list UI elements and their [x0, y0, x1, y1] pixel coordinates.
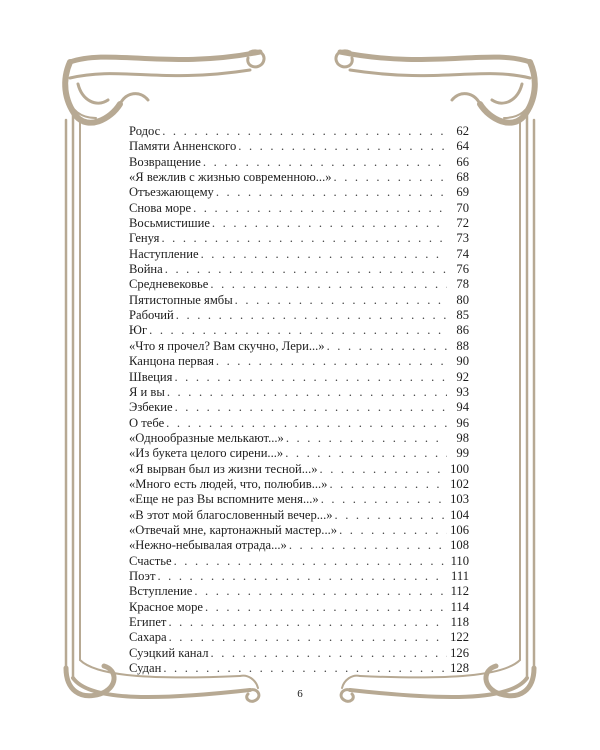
- toc-entry-title: «Нежно-небывалая отрада...»: [129, 538, 287, 553]
- dot-leader: [335, 508, 447, 523]
- dot-leader: [175, 400, 447, 415]
- toc-entry-page: 69: [456, 185, 469, 200]
- toc-entry-title: Возвращение: [129, 154, 201, 169]
- dot-leader: [320, 462, 447, 477]
- toc-entry-page: 85: [456, 308, 469, 323]
- toc-entry-page: 73: [456, 231, 469, 246]
- toc-entry-page: 78: [456, 277, 469, 292]
- toc-entry-page: 122: [450, 630, 469, 645]
- toc-entry: [129, 262, 469, 277]
- dot-leader: [329, 477, 447, 492]
- dot-leader: [162, 124, 447, 139]
- toc-entry-page: 64: [456, 139, 469, 154]
- toc-entry-title: Вступление: [129, 584, 193, 599]
- dot-leader: [163, 661, 447, 676]
- toc-entry-page: 100: [450, 461, 469, 476]
- dot-leader: [168, 615, 447, 630]
- toc-entry-page: 103: [450, 492, 469, 507]
- dot-leader: [339, 523, 447, 538]
- toc-entry: [129, 155, 469, 170]
- toc-entry: [129, 370, 469, 385]
- toc-entry-title: Отъезжающему: [129, 185, 214, 200]
- dot-leader: [286, 431, 447, 446]
- toc-entry: [129, 277, 469, 292]
- toc-entry: [129, 508, 469, 523]
- toc-entry: [129, 400, 469, 415]
- toc-entry: [129, 354, 469, 369]
- dot-leader: [327, 339, 447, 354]
- toc-entry-title: «Из букета целого сирени...»: [129, 446, 284, 461]
- dot-leader: [201, 247, 447, 262]
- toc-entry: [129, 492, 469, 507]
- toc-entry-title: Средневековье: [129, 277, 209, 292]
- toc-entry: [129, 646, 469, 661]
- toc-entry: [129, 385, 469, 400]
- toc-entry-page: 76: [456, 262, 469, 277]
- toc-entry: [129, 661, 469, 676]
- toc-entry: [129, 323, 469, 338]
- toc-entry-title: Генуя: [129, 231, 160, 246]
- toc-entry-page: 94: [456, 400, 469, 415]
- toc-entry-title: Суэцкий канал: [129, 645, 209, 660]
- toc-entry-page: 126: [450, 645, 469, 660]
- toc-entry: [129, 615, 469, 630]
- dot-leader: [321, 492, 447, 507]
- toc-entry-title: Памяти Анненского: [129, 139, 237, 154]
- toc-entry-title: О тебе: [129, 415, 165, 430]
- toc-entry-title: Швеция: [129, 369, 173, 384]
- toc-entry-page: 106: [450, 522, 469, 537]
- toc-entry-page: 110: [450, 553, 469, 568]
- toc-entry-page: 93: [456, 384, 469, 399]
- toc-entry-page: 104: [450, 507, 469, 522]
- toc-entry-page: 114: [450, 599, 469, 614]
- toc-entry: [129, 185, 469, 200]
- dot-leader: [212, 216, 447, 231]
- toc-entry-page: 74: [456, 246, 469, 261]
- toc-entry-title: «Отвечай мне, картонажный мастер...»: [129, 522, 338, 537]
- toc-entry: [129, 416, 469, 431]
- toc-entry: [129, 569, 469, 584]
- dot-leader: [166, 416, 447, 431]
- dot-leader: [174, 370, 447, 385]
- top-left-corner-ornament: [65, 51, 264, 123]
- toc-entry-page: 128: [450, 661, 469, 676]
- toc-entry-page: 111: [451, 568, 469, 583]
- toc-entry-title: «Я вырван был из жизни тесной...»: [129, 461, 318, 476]
- toc-entry-title: Родос: [129, 124, 161, 138]
- toc-entry: [129, 308, 469, 323]
- dot-leader: [211, 646, 447, 661]
- toc-entry: [129, 538, 469, 553]
- dot-leader: [176, 308, 447, 323]
- toc-entry-page: 98: [456, 430, 469, 445]
- toc-entry-page: 102: [450, 476, 469, 491]
- dot-leader: [174, 554, 447, 569]
- toc-entry-title: «Я вежлив с жизнью современною...»: [129, 170, 332, 185]
- toc-entry-title: Сахара: [129, 630, 167, 645]
- toc-entry: [129, 201, 469, 216]
- page-number: 6: [297, 688, 303, 700]
- toc-entry-title: Война: [129, 262, 163, 277]
- toc-entry-page: 90: [456, 354, 469, 369]
- dot-leader: [157, 569, 447, 584]
- toc-entry-page: 80: [456, 292, 469, 307]
- toc-entry-page: 118: [450, 615, 469, 629]
- toc-entry-title: «Еще не раз Вы вспомните меня...»: [129, 492, 319, 507]
- toc-entry-page: 68: [456, 170, 469, 185]
- toc-entry-title: Поэт: [129, 568, 156, 583]
- dot-leader: [210, 277, 447, 292]
- dot-leader: [216, 354, 447, 369]
- toc-entry-title: Красное море: [129, 599, 203, 614]
- toc-entry: [129, 293, 469, 308]
- dot-leader: [238, 139, 447, 154]
- toc-entry-title: Судан: [129, 661, 162, 676]
- dot-leader: [285, 446, 447, 461]
- toc-entry: [129, 462, 469, 477]
- toc-entry-page: 108: [450, 538, 469, 553]
- toc-entry-title: Восьмистишие: [129, 216, 210, 231]
- toc-entry: [129, 477, 469, 492]
- dot-leader: [289, 538, 447, 553]
- toc-entry: [129, 139, 469, 154]
- toc-entry-page: 88: [456, 338, 469, 353]
- toc-entry: [129, 523, 469, 538]
- toc-entry-title: Эзбекие: [129, 400, 173, 415]
- toc-entry-title: «В этот мой благословенный вечер...»: [129, 507, 333, 522]
- toc-entry-title: Счастье: [129, 553, 172, 568]
- toc-entry: [129, 216, 469, 231]
- toc-entry-title: Я и вы: [129, 384, 165, 399]
- toc-entry-page: 112: [450, 584, 469, 599]
- dot-leader: [149, 323, 447, 338]
- toc-entry-title: Юг: [129, 323, 148, 338]
- toc-entry-title: «Однообразные мелькают...»: [129, 430, 284, 445]
- dot-leader: [169, 630, 447, 645]
- table-of-contents: [129, 124, 469, 676]
- toc-entry: [129, 600, 469, 615]
- toc-entry: [129, 170, 469, 185]
- toc-entry-title: Рабочий: [129, 308, 174, 323]
- toc-entry-title: Снова море: [129, 200, 192, 215]
- dot-leader: [334, 170, 447, 185]
- toc-entry: [129, 247, 469, 262]
- toc-entry-title: Пятистопные ямбы: [129, 292, 233, 307]
- toc-entry: [129, 446, 469, 461]
- toc-entry: [129, 231, 469, 246]
- toc-entry-title: «Много есть людей, что, полюбив...»: [129, 476, 328, 491]
- dot-leader: [205, 600, 447, 615]
- dot-leader: [167, 385, 447, 400]
- toc-entry-page: 72: [456, 216, 469, 231]
- toc-entry-page: 66: [456, 154, 469, 169]
- toc-entry-title: Канцона первая: [129, 354, 214, 369]
- toc-entry: [129, 339, 469, 354]
- toc-entry: [129, 630, 469, 645]
- top-right-corner-ornament: [336, 51, 535, 123]
- toc-entry-page: 70: [456, 200, 469, 215]
- dot-leader: [193, 201, 447, 216]
- toc-entry: [129, 554, 469, 569]
- toc-entry-title: «Что я прочел? Вам скучно, Лери...»: [129, 338, 325, 353]
- toc-entry-page: 62: [456, 124, 469, 138]
- dot-leader: [165, 262, 447, 277]
- toc-entry: [129, 431, 469, 446]
- toc-entry-page: 99: [456, 446, 469, 461]
- toc-entry: [129, 124, 469, 139]
- toc-entry-page: 92: [456, 369, 469, 384]
- dot-leader: [235, 293, 447, 308]
- dot-leader: [216, 185, 447, 200]
- toc-entry-page: 86: [456, 323, 469, 338]
- toc-entry: [129, 584, 469, 599]
- toc-entry-title: Наступление: [129, 246, 199, 261]
- toc-entry-page: 96: [456, 415, 469, 430]
- dot-leader: [203, 155, 447, 170]
- dot-leader: [194, 584, 447, 599]
- toc-entry-title: Египет: [129, 615, 167, 629]
- dot-leader: [161, 231, 447, 246]
